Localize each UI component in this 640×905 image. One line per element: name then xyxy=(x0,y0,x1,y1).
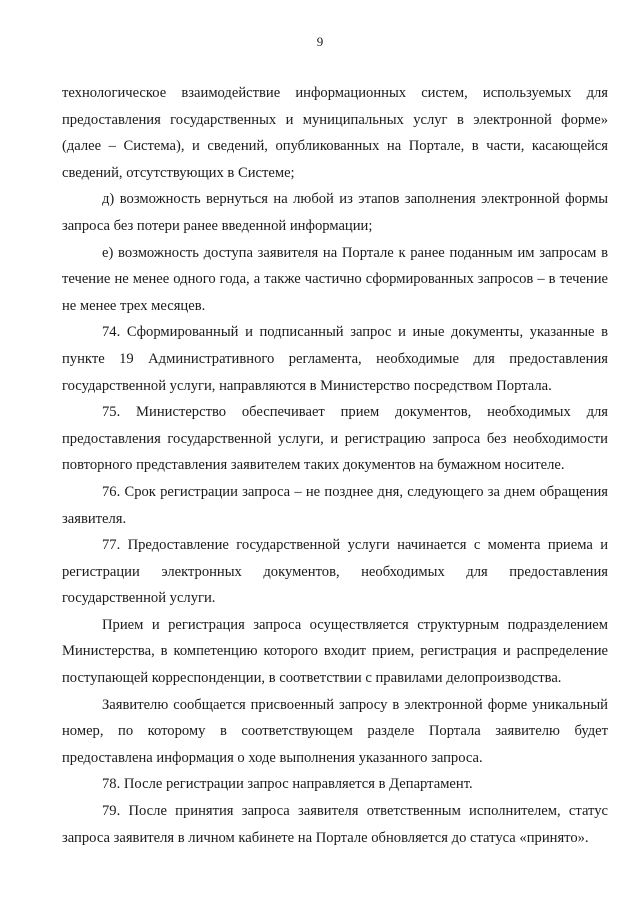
paragraph-76: 76. Срок регистрации запроса – не позднее дня, следующего за днем обращения заявителя. xyxy=(62,483,608,527)
paragraph-75: 75. Министерство обеспечивает прием документов, необходимых для предоставления государственной услуги, и регистрацию запроса без необходимости повторного представления заявителем таких документов на бумажном носителе. xyxy=(62,404,608,474)
paragraph-item-e: е) возможность доступа заявителя на Портале к ранее поданным им запросам в течение не менее одного года, а также частично сформированных запросов – в течение не менее трех месяцев. xyxy=(62,244,608,314)
paragraph-79: 79. После принятия запроса заявителя ответственным исполнителем, статус запроса заявителя в личном кабинете на Портале обновляется до статуса «принято». xyxy=(62,803,608,846)
page-content xyxy=(62,80,608,851)
paragraph-77-notification: Заявителю сообщается присвоенный запросу в электронной форме уникальный номер, по которому в соответствующем разделе Портала заявителю будет предоставлена информация о ходе выполнения указанного запроса. xyxy=(62,696,608,766)
paragraph-continuation: технологическое взаимодействие информационных систем, используемых для предоставления государственных и муниципальных услуг в электронной форме» (далее – Система), и сведений, опубликованных на Портале, в части, касающейся сведений, отсутствующих в Системе; xyxy=(62,85,608,181)
paragraph-77-registration: Прием и регистрация запроса осуществляется структурным подразделением Министерства, в компетенцию которого входит прием, регистрация и распределение поступающей корреспонденции, в соответствии с правилами делопроизводства. xyxy=(62,616,608,687)
paragraph-item-d: д) возможность вернуться на любой из этапов заполнения электронной формы запроса без потери ранее введенной информации; xyxy=(62,191,608,234)
page-number: 9 xyxy=(316,34,324,49)
paragraph-77: 77. Предоставление государственной услуги начинается с момента приема и регистрации электронных документов, необходимых для предоставления государственной услуги. xyxy=(62,537,608,607)
paragraph-74: 74. Сформированный и подписанный запрос и иные документы, указанные в пункте 19 Административного регламента, необходимые для предоставления государственной услуги, направляются в Министерство посредством Портала. xyxy=(62,324,608,394)
paragraph-78: 78. После регистрации запрос направляется в Департамент. xyxy=(102,776,473,793)
